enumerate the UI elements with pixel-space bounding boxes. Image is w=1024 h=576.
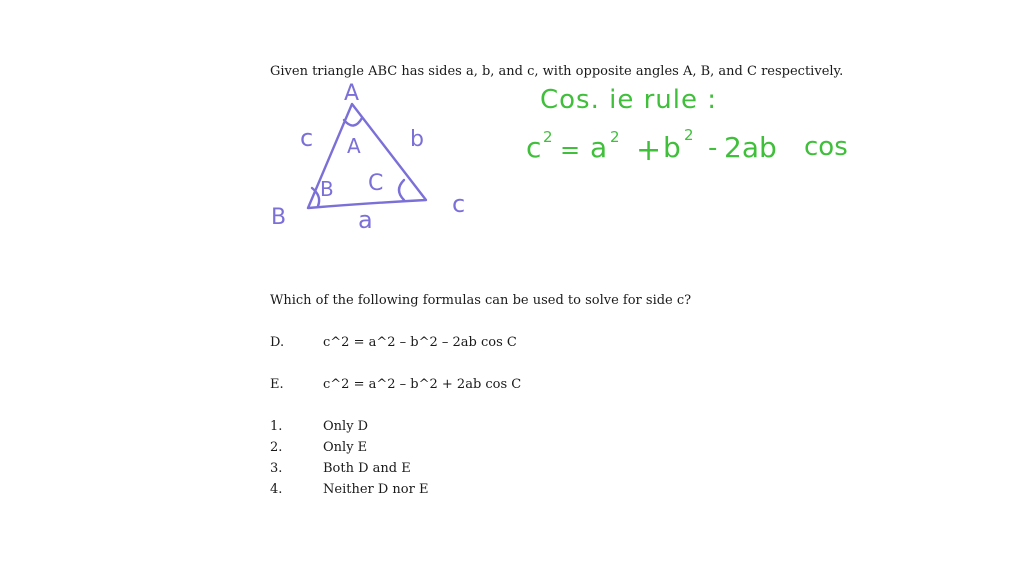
choice-value: Both D and E <box>323 461 411 476</box>
intro-text: Given triangle ABC has sides a, b, and c, with opposite angles A, B, and C respectively. <box>270 64 844 79</box>
cosine-rule-notes <box>526 85 848 168</box>
notes-title: Cos. ie rule : <box>540 85 718 115</box>
angle-b-label: B <box>320 177 334 201</box>
notes-formula-cos: cos <box>804 132 848 162</box>
choice-label: 4. <box>270 482 283 497</box>
side-a-label: a <box>358 206 373 234</box>
vertex-c-label: c <box>452 190 466 218</box>
question-text: Which of the following formulas can be used to solve for side c? <box>270 293 692 308</box>
formula-label: E. <box>270 377 284 392</box>
vertex-b-label: B <box>271 205 287 230</box>
choice-label: 2. <box>270 440 283 455</box>
choice-label: 1. <box>270 419 283 434</box>
angle-c-label: C <box>368 171 384 196</box>
notes-formula-c-exp: 2 <box>543 128 553 146</box>
vertex-a-label: A <box>344 81 360 106</box>
angle-arc-c <box>399 180 404 200</box>
angle-a-label: A <box>347 134 361 158</box>
notes-formula-equals: = <box>560 136 581 164</box>
formula-label: D. <box>270 335 285 350</box>
notes-formula-b: b <box>663 131 681 164</box>
choice-value: Only E <box>323 440 368 455</box>
choice-label: 3. <box>270 461 283 476</box>
formula-value: c^2 = a^2 – b^2 – 2ab cos C <box>323 335 517 350</box>
side-c-label: c <box>300 124 314 152</box>
choice-value: Neither D nor E <box>323 482 429 497</box>
side-b-label: b <box>410 127 424 152</box>
notes-formula-2ab: 2ab <box>724 131 777 164</box>
notes-formula-c: c <box>526 131 542 164</box>
notes-formula-minus: - <box>708 133 718 163</box>
notes-formula-plus: + <box>636 133 662 168</box>
formula-value: c^2 = a^2 – b^2 + 2ab cos C <box>323 377 522 392</box>
choice-value: Only D <box>323 419 369 434</box>
notes-formula-b-exp: 2 <box>684 126 694 144</box>
notes-formula-a-exp: 2 <box>610 128 620 146</box>
notes-formula-a: a <box>590 131 608 164</box>
